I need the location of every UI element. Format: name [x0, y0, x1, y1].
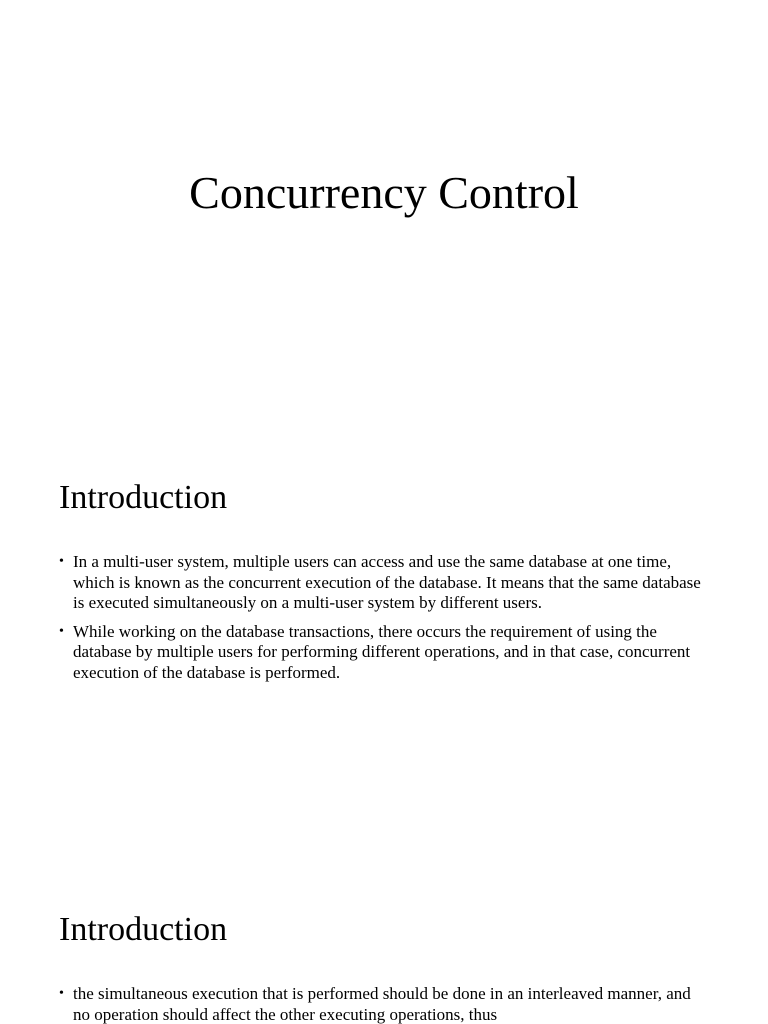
bullet-dot-icon: • — [59, 986, 64, 1001]
bullet-dot-icon: • — [59, 623, 64, 639]
bullet-list — [59, 552, 709, 691]
section-heading: Introduction — [59, 479, 228, 516]
section-heading: Introduction — [59, 911, 228, 948]
slide-introduction-1 — [0, 432, 768, 864]
slide-introduction-2 — [0, 864, 768, 1024]
bullet-text: In a multi-user system, multiple users can access and use the same database at one time, which is known as the concurrent execution of the database. It means that the same database is executed simultaneously on a multi-user system by different users. — [73, 552, 701, 612]
slide-title-text: Concurrency Control — [189, 167, 579, 218]
bullet-item — [59, 552, 709, 614]
bullet-dot-icon: • — [59, 554, 64, 569]
bullet-list — [59, 984, 709, 1024]
bullet-item — [59, 622, 709, 684]
bullet-item — [59, 984, 709, 1024]
bullet-text: the simultaneous execution that is performed should be done in an interleaved manner, and no operation should affect the other executing operations, thus — [73, 984, 691, 1024]
slide-title — [0, 0, 768, 432]
bullet-text: While working on the database transactions, there occurs the requirement of using the database by multiple users for performing different operations, and in that case, concurrent execution of the database is performed. — [73, 621, 691, 682]
